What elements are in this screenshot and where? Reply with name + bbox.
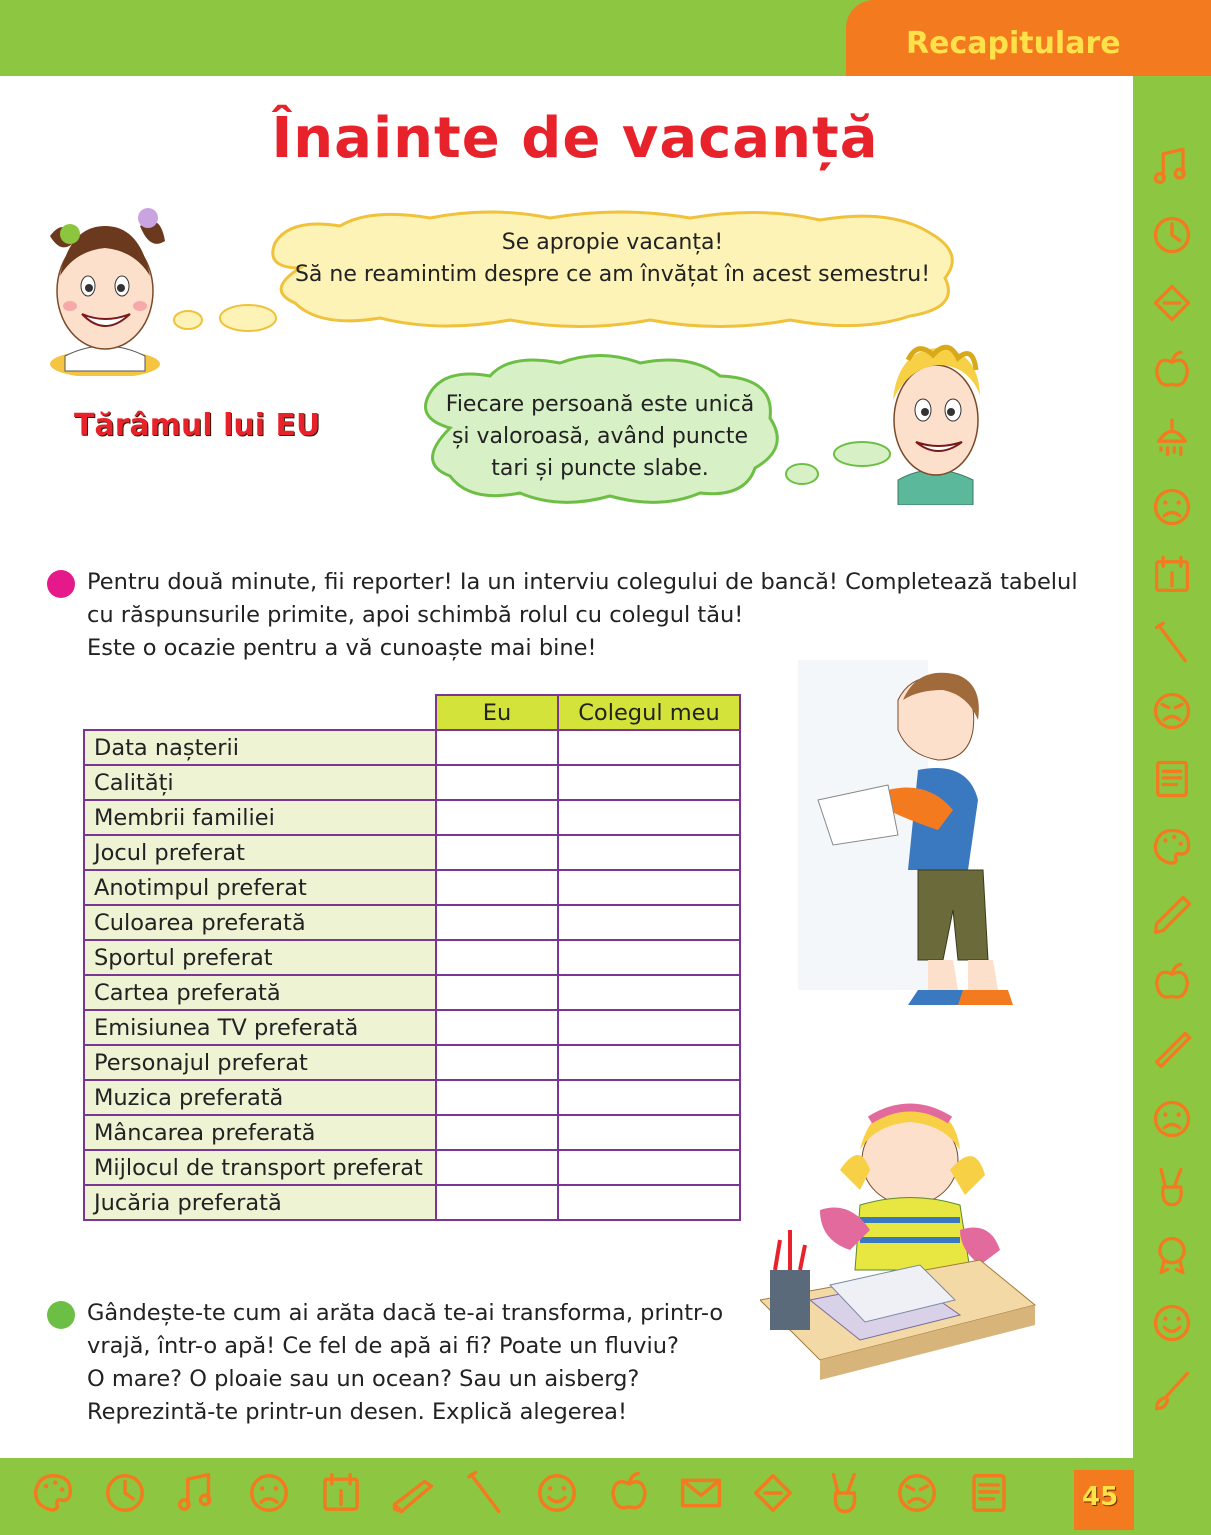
- answer-cell-me[interactable]: [436, 1115, 558, 1150]
- notepad-icon: [1150, 757, 1194, 801]
- exercise-1-line-1: Pentru două minute, fii reporter! Ia un interviu colegului de bancă! Completează tabelul: [87, 569, 1078, 595]
- envelope-icon: [678, 1470, 724, 1516]
- answer-cell-colleague[interactable]: [558, 1115, 740, 1150]
- book-icon: [390, 1470, 436, 1516]
- answer-cell-colleague[interactable]: [558, 905, 740, 940]
- angry-face-icon: [894, 1470, 940, 1516]
- boy-illustration: [878, 340, 988, 505]
- boy-speech-line-3: tari și puncte slabe.: [491, 456, 709, 481]
- boy-speech-line-1: Fiecare persoană este unică: [445, 392, 755, 417]
- clock-icon: [102, 1470, 148, 1516]
- row-label: Culoarea preferată: [84, 905, 436, 940]
- answer-cell-me[interactable]: [436, 940, 558, 975]
- table-row: [84, 800, 740, 835]
- ticket-icon: [1150, 281, 1194, 325]
- sad-face-icon: [1150, 1097, 1194, 1141]
- answer-cell-colleague[interactable]: [558, 1080, 740, 1115]
- exercise-2-line-4: Reprezintă-te printr-un desen. Explică alegerea!: [87, 1399, 627, 1425]
- row-label: Emisiunea TV preferată: [84, 1010, 436, 1045]
- answer-cell-colleague[interactable]: [558, 1150, 740, 1185]
- apple-icon: [1150, 961, 1194, 1005]
- table-row: [84, 905, 740, 940]
- clock-icon: [1150, 213, 1194, 257]
- page-number-box: [1074, 1470, 1134, 1530]
- table-header-row: [84, 695, 740, 730]
- table-row: [84, 1115, 740, 1150]
- table-header-empty: [84, 695, 436, 730]
- answer-cell-me[interactable]: [436, 730, 558, 765]
- row-label: Sportul preferat: [84, 940, 436, 975]
- answer-cell-colleague[interactable]: [558, 1185, 740, 1220]
- answer-cell-me[interactable]: [436, 765, 558, 800]
- page-title: Înainte de vacanță: [271, 106, 879, 171]
- shower-icon: [1150, 417, 1194, 461]
- exercise-2-instructions: [87, 1297, 777, 1429]
- girl-speech-text: [260, 227, 965, 291]
- exercise-1-line-3: Este o ocazie pentru a vă cunoaște mai bine!: [87, 635, 597, 661]
- section-subtitle: Tărâmul lui EU: [74, 408, 321, 443]
- row-label: Jocul preferat: [84, 835, 436, 870]
- row-label: Muzica preferată: [84, 1080, 436, 1115]
- row-label: Personajul preferat: [84, 1045, 436, 1080]
- exercise-1-instructions: [87, 566, 1117, 665]
- music-note-icon: [174, 1470, 220, 1516]
- answer-cell-me[interactable]: [436, 1080, 558, 1115]
- row-label: Membrii familiei: [84, 800, 436, 835]
- answer-cell-me[interactable]: [436, 800, 558, 835]
- row-label: Mâncarea preferată: [84, 1115, 436, 1150]
- apple-icon: [606, 1470, 652, 1516]
- apple-icon: [1150, 349, 1194, 393]
- answer-cell-colleague[interactable]: [558, 1010, 740, 1045]
- palette-icon: [30, 1470, 76, 1516]
- answer-cell-me[interactable]: [436, 1045, 558, 1080]
- angry-face-icon: [1150, 689, 1194, 733]
- row-label: Anotimpul preferat: [84, 870, 436, 905]
- toothbrush-icon: [462, 1470, 508, 1516]
- table-row: [84, 975, 740, 1010]
- answer-cell-colleague[interactable]: [558, 975, 740, 1010]
- table-row: [84, 1185, 740, 1220]
- exercise-1-line-2: cu răspunsurile primite, apoi schimbă rolul cu colegul tău!: [87, 602, 744, 628]
- answer-cell-me[interactable]: [436, 1185, 558, 1220]
- music-note-icon: [1150, 145, 1194, 189]
- boy-speech-line-2: și valoroasă, având puncte: [451, 424, 749, 449]
- row-label: Cartea preferată: [84, 975, 436, 1010]
- answer-cell-me[interactable]: [436, 1150, 558, 1185]
- girl-speech-line-2: Să ne reamintim despre ce am învățat în acest semestru!: [294, 262, 931, 287]
- table-row: [84, 870, 740, 905]
- table-header-colleague: Colegul meu: [558, 695, 740, 730]
- exercise-2-line-2: vrajă, într-o apă! Ce fel de apă ai fi? Poate un fluviu?: [87, 1333, 679, 1359]
- answer-cell-colleague[interactable]: [558, 870, 740, 905]
- exercise-2-bullet: [47, 1301, 75, 1329]
- girl-illustration: [40, 196, 170, 376]
- answer-cell-me[interactable]: [436, 905, 558, 940]
- page-number: 45: [1082, 1482, 1119, 1512]
- answer-cell-colleague[interactable]: [558, 835, 740, 870]
- smiley-icon: [1150, 1301, 1194, 1345]
- crayon-icon: [1150, 1029, 1194, 1073]
- table-row: [84, 835, 740, 870]
- table-row: [84, 765, 740, 800]
- answer-cell-colleague[interactable]: [558, 730, 740, 765]
- table-row: [84, 1080, 740, 1115]
- section-tab-label: Recapitulare: [906, 26, 1121, 61]
- sad-face-icon: [1150, 485, 1194, 529]
- row-label: Data nașterii: [84, 730, 436, 765]
- table-row: [84, 1010, 740, 1045]
- toothbrush-icon: [1150, 621, 1194, 665]
- calendar-icon: [1150, 553, 1194, 597]
- table-row: [84, 1045, 740, 1080]
- calendar-icon: [318, 1470, 364, 1516]
- boy-writing-illustration: [778, 660, 1038, 1020]
- table-row: [84, 730, 740, 765]
- sad-face-icon: [246, 1470, 292, 1516]
- row-label: Calități: [84, 765, 436, 800]
- section-tab: [846, 0, 1211, 76]
- row-label: Jucăria preferată: [84, 1185, 436, 1220]
- victory-hand-icon: [822, 1470, 868, 1516]
- ticket-icon: [750, 1470, 796, 1516]
- exercise-1-bullet: [47, 570, 75, 598]
- answer-cell-colleague[interactable]: [558, 940, 740, 975]
- table-header-me: Eu: [436, 695, 558, 730]
- girl-at-desk-illustration: [760, 1100, 1040, 1390]
- answer-cell-colleague[interactable]: [558, 765, 740, 800]
- boy-speech-text: [420, 389, 780, 485]
- answer-cell-colleague[interactable]: [558, 800, 740, 835]
- palette-icon: [1150, 825, 1194, 869]
- victory-hand-icon: [1150, 1165, 1194, 1209]
- table-row: [84, 1150, 740, 1185]
- answer-cell-me[interactable]: [436, 1010, 558, 1045]
- exercise-2-line-3: O mare? O ploaie sau un ocean? Sau un aisberg?: [87, 1366, 640, 1392]
- answer-cell-me[interactable]: [436, 835, 558, 870]
- answer-cell-colleague[interactable]: [558, 1045, 740, 1080]
- notepad-icon: [966, 1470, 1012, 1516]
- row-label: Mijlocul de transport preferat: [84, 1150, 436, 1185]
- smiley-icon: [534, 1470, 580, 1516]
- table-row: [84, 940, 740, 975]
- answer-cell-me[interactable]: [436, 975, 558, 1010]
- medal-icon: [1150, 1233, 1194, 1277]
- interview-table: [83, 694, 741, 1221]
- pencil-icon: [1150, 893, 1194, 937]
- exercise-2-line-1: Gândește-te cum ai arăta dacă te-ai transforma, printr-o: [87, 1300, 724, 1326]
- answer-cell-me[interactable]: [436, 870, 558, 905]
- girl-speech-line-1: Se apropie vacanța!: [501, 230, 724, 255]
- brush-icon: [1150, 1369, 1194, 1413]
